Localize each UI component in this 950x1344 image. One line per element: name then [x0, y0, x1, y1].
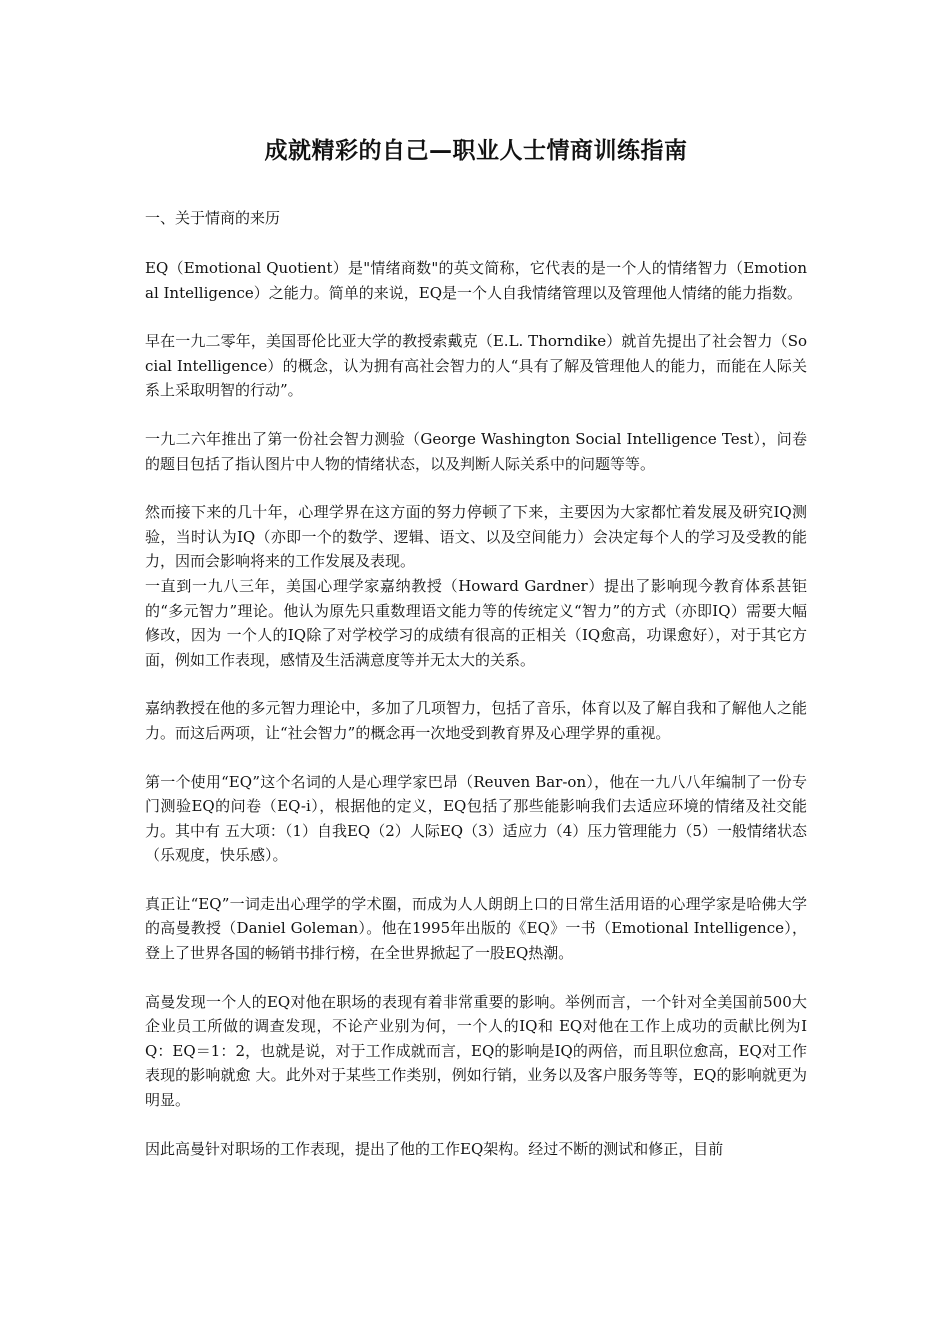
paragraph-goleman: 真正让“EQ”一词走出心理学的学术圈，而成为人人朗朗上口的日常生活用语的心理学家是哈佛大学的高曼教授（Daniel Goleman）。他在1995年出版的《EQ》一书（Emotional Intelligence），登上了世界各国的畅销书排行榜，在全世界掀起了一股EQ热潮。	[145, 894, 807, 963]
paragraph-multiple-intelligences: 嘉纳教授在他的多元智力理论中，多加了几项智力，包括了音乐，体育以及了解自我和了解他人之能力。而这后两项，让“社会智力”的概念再一次地受到教育界及心理学界的重视。	[145, 699, 807, 742]
paragraph-1926-test: 一九二六年推出了第一份社会智力测验（George Washington Social Intelligence Test），问卷的题目包括了指认图片中人物的情绪状态，以及判断人际关系中的问题等等。	[145, 429, 807, 473]
section-heading: 一、关于情商的来历	[145, 209, 281, 227]
paragraph-iq-decades: 然而接下来的几十年，心理学界在这方面的努力停顿了下来，主要因为大家都忙着发展及研究IQ测验，当时认为IQ（亦即一个的数学、逻辑、语文、以及空间能力）会决定每个人的学习及受教的能力，因而会影响将来的工作发展及表现。	[145, 503, 807, 571]
paragraph-workplace-eq: 高曼发现一个人的EQ对他在职场的表现有着非常重要的影响。举例而言，一个针对全美国前500大企业员工所做的调查发现，不论产业别为何，一个人的IQ和 EQ对他在工作上成功的贡献比例为IQ：EQ＝1：2，也就是说，对于工作成就而言，EQ的影响是IQ的两倍，而且职位愈高，EQ对工作表现的影响就愈 大。此外对于某些工作类别，例如行销，业务以及客户服务等等，EQ的影响就更为明显。	[145, 992, 807, 1110]
document-page	[145, 134, 807, 1185]
paragraph-gardner: 一直到一九八三年，美国心理学家嘉纳教授（Howard Gardner）提出了影响现今教育体系甚钜的“多元智力”理论。他认为原先只重数理语文能力等的传统定义“智力”的方式（亦即IQ）需要大幅修改，因为 一个人的IQ除了对学校学习的成绩有很高的正相关（IQ愈高，功课愈好），对于其它方面，例如工作表现，感情及生活满意度等并无太大的关系。	[145, 576, 807, 669]
paragraph-eq-definition: EQ（Emotional Quotient）是"情绪商数"的英文简称，它代表的是一个人的情绪智力（Emotional Intelligence）之能力。简单的来说，EQ是一个人自我情绪管理以及管理他人情绪的能力指数。	[145, 259, 807, 302]
paragraph-work-eq-framework: 因此高曼针对职场的工作表现，提出了他的工作EQ架构。经过不断的测试和修正，目前	[145, 1139, 724, 1158]
paragraph-thorndike: 早在一九二零年，美国哥伦比亚大学的教授索戴克（E.L. Thorndike）就首先提出了社会智力（Social Intelligence）的概念，认为拥有高社会智力的人“具有了解及管理他人的能力，而能在人际关系上采取明智的行动”。	[145, 332, 807, 400]
document-title: 成就精彩的自己—职业人士情商训练指南	[264, 138, 688, 164]
paragraph-bar-on: 第一个使用“EQ”这个名词的人是心理学家巴昂（Reuven Bar-on），他在一九八八年编制了一份专门测验EQ的问卷（EQ-i），根据他的定义，EQ包括了那些能影响我们去适应环境的情绪及社交能力。其中有 五大项：（1）自我EQ（2）人际EQ（3）适应力（4）压力管理能力（5）一般情绪状态（乐观度，快乐感）。	[145, 772, 807, 865]
